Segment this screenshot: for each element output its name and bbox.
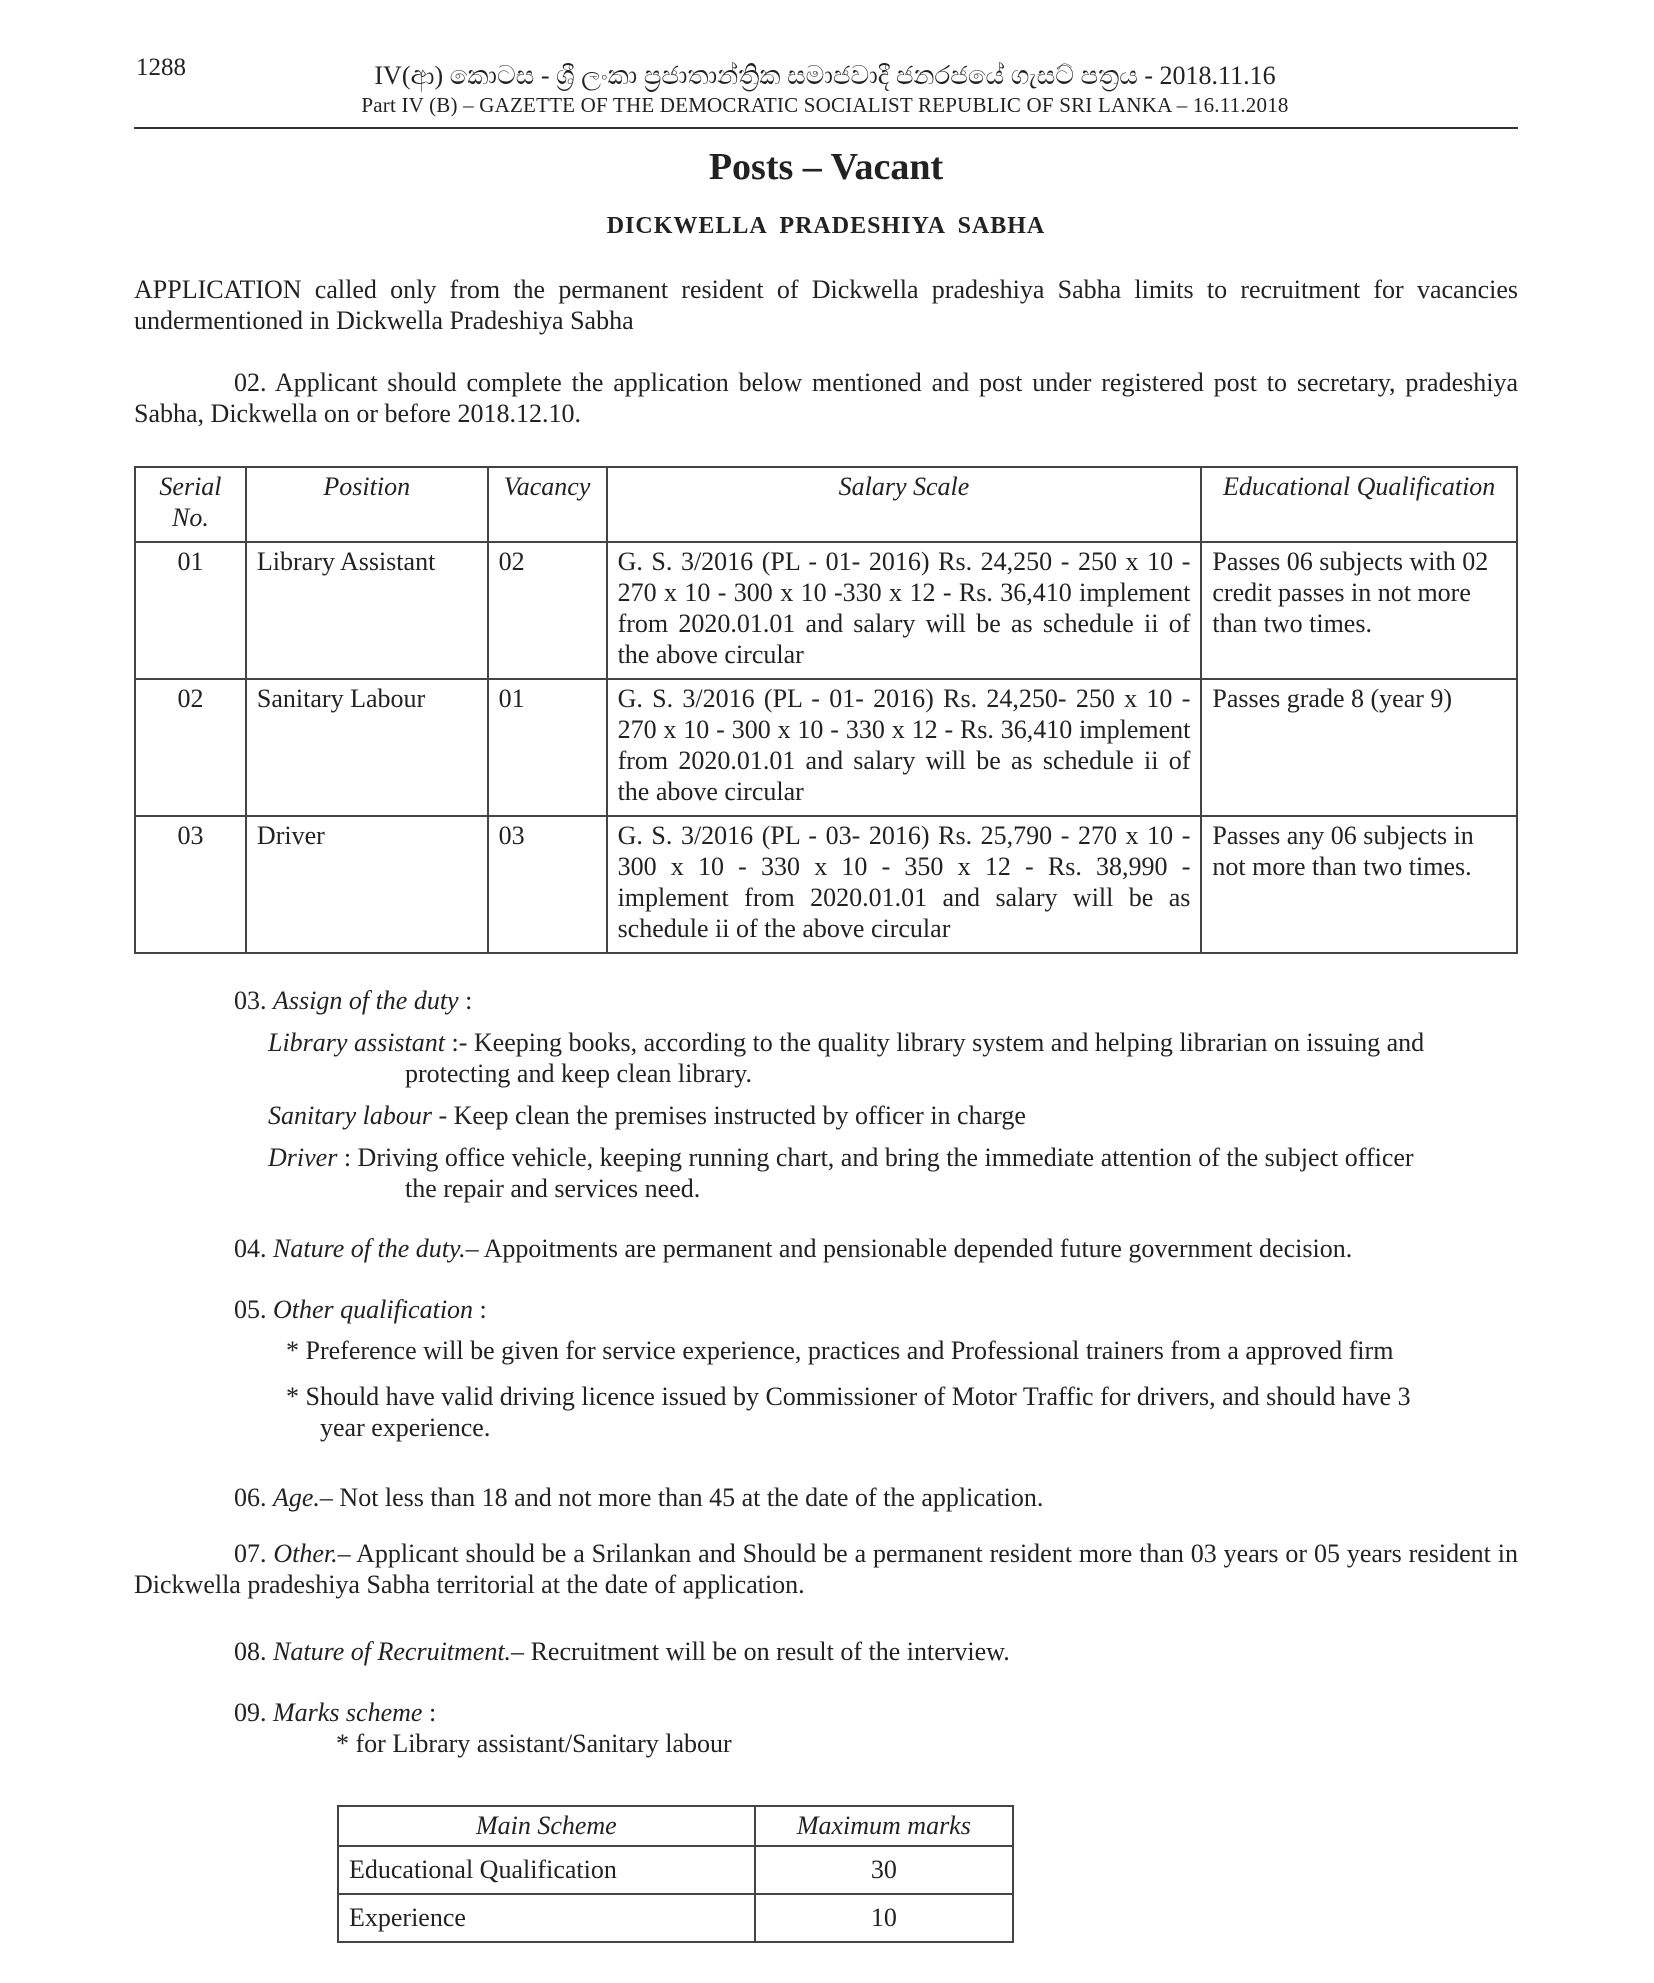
section-03-colon: : bbox=[458, 986, 473, 1015]
duty-sanitary-label: Sanitary labour bbox=[268, 1101, 432, 1130]
qualification-bullet-2-text: * Should have valid driving licence issued by Commissioner of Motor Traffic for drivers, and should have 3 bbox=[286, 1382, 1411, 1411]
marks-table bbox=[337, 1805, 1014, 1943]
page-subtitle: DICKWELLA PRADESHIYA SABHA bbox=[606, 213, 1046, 239]
cell-qualification: Passes grade 8 (year 9) bbox=[1201, 679, 1517, 816]
cell-position: Library Assistant bbox=[246, 542, 488, 679]
duty-sanitary-labour bbox=[268, 1100, 1518, 1131]
section-07 bbox=[134, 1538, 1518, 1600]
cell-salary: G. S. 3/2016 (PL - 01- 2016) Rs. 24,250 - 250 x 10 - 270 x 10 - 300 x 10 -330 x 12 - Rs. 36,410 implement from 2020.01.01 and salary will be as schedule ii of the above circular bbox=[607, 542, 1202, 679]
qualification-bullet-2 bbox=[286, 1381, 1518, 1443]
header-qualification: Educational Qualification bbox=[1201, 467, 1517, 542]
cell-vacancy: 03 bbox=[488, 816, 607, 953]
cell-vacancy: 02 bbox=[488, 542, 607, 679]
section-09-number: 09. bbox=[234, 1698, 267, 1727]
table-row bbox=[135, 542, 1517, 679]
duty-library-label: Library assistant bbox=[268, 1028, 445, 1057]
section-06-title: Age.– bbox=[273, 1483, 333, 1512]
paragraph-02: 02. Applicant should complete the application below mentioned and post under registered post to secretary, pradeshiya Sabha, Dickwella on or before 2018.12.10. bbox=[134, 368, 1518, 428]
section-04-title: Nature of the duty.– bbox=[273, 1234, 479, 1263]
cell-serial: 01 bbox=[135, 542, 246, 679]
cell-vacancy: 01 bbox=[488, 679, 607, 816]
header-divider bbox=[134, 127, 1518, 129]
section-04-text: Appoitments are permanent and pensionable depended future government decision. bbox=[478, 1234, 1353, 1263]
section-08-number: 08. bbox=[234, 1637, 267, 1666]
table-row bbox=[135, 816, 1517, 953]
qualification-bullet-2-continuation: year experience. bbox=[320, 1413, 491, 1442]
cell-salary: G. S. 3/2016 (PL - 03- 2016) Rs. 25,790 - 270 x 10 - 300 x 10 - 330 x 10 - 350 x 12 - Rs. 38,990 - implement from 2020.01.01 and salary will be as schedule ii of the above circular bbox=[607, 816, 1202, 953]
intro-paragraph: APPLICATION called only from the permanent resident of Dickwella pradeshiya Sabha limits to recruitment for vacancies undermentioned in Dickwella Pradeshiya Sabha bbox=[134, 275, 1518, 335]
section-04-number: 04. bbox=[234, 1234, 267, 1263]
duty-library-assistant bbox=[268, 1027, 1518, 1089]
header-vacancy: Vacancy bbox=[488, 467, 607, 542]
section-07-title: Other.– bbox=[273, 1539, 351, 1568]
section-08 bbox=[234, 1636, 1010, 1667]
section-09-title: Marks scheme bbox=[273, 1698, 423, 1727]
cell-serial: 02 bbox=[135, 679, 246, 816]
header-english-line: Part IV (B) – GAZETTE OF THE DEMOCRATIC SOCIALIST REPUBLIC OF SRI LANKA – 16.11.2018 bbox=[361, 93, 1289, 117]
marks-scheme-subheading: * for Library assistant/Sanitary labour bbox=[336, 1729, 732, 1758]
cell-position: Driver bbox=[246, 816, 488, 953]
duty-driver-label: Driver bbox=[268, 1143, 338, 1172]
header-main-scheme: Main Scheme bbox=[338, 1806, 755, 1846]
qualification-bullet-1: * Preference will be given for service experience, practices and Professional trainers from a approved firm bbox=[286, 1336, 1394, 1365]
section-07-number: 07. bbox=[234, 1539, 267, 1568]
cell-scheme: Experience bbox=[338, 1894, 755, 1942]
section-03-title: Assign of the duty bbox=[273, 986, 459, 1015]
duty-driver bbox=[268, 1142, 1518, 1204]
section-03-heading bbox=[234, 985, 472, 1016]
cell-max-marks: 10 bbox=[755, 1894, 1013, 1942]
cell-scheme: Educational Qualification bbox=[338, 1846, 755, 1894]
section-05-colon: : bbox=[473, 1295, 487, 1324]
section-06-number: 06. bbox=[234, 1483, 267, 1512]
header-position: Position bbox=[246, 467, 488, 542]
cell-salary: G. S. 3/2016 (PL - 01- 2016) Rs. 24,250- 250 x 10 - 270 x 10 - 300 x 10 - 330 x 12 - Rs. 36,410 implement from 2020.01.01 and salary will be as schedule ii of the above circular bbox=[607, 679, 1202, 816]
table-row bbox=[135, 679, 1517, 816]
header-salary: Salary Scale bbox=[607, 467, 1202, 542]
gazette-header bbox=[300, 60, 1350, 118]
marks-table-header bbox=[338, 1806, 1013, 1846]
cell-serial: 03 bbox=[135, 816, 246, 953]
duty-driver-continuation: the repair and services need. bbox=[405, 1174, 701, 1203]
header-sinhala-line: IV(ආ) කොටස - ශ්‍රී ලංකා ප්‍රජාතාන්ත්‍රික සමාජවාදී ජනරජයේ ගැසට් පත්‍රය - 2018.11.16 bbox=[374, 61, 1276, 90]
cell-qualification: Passes any 06 subjects in not more than two times. bbox=[1201, 816, 1517, 953]
cell-position: Sanitary Labour bbox=[246, 679, 488, 816]
section-07-text: Applicant should be a Srilankan and Should be a permanent resident more than 03 years or 05 years resident in Dickwella pradeshiya Sabha territorial at the date of application. bbox=[134, 1539, 1519, 1599]
section-08-text: Recruitment will be on result of the interview. bbox=[524, 1637, 1010, 1666]
table-row bbox=[338, 1894, 1013, 1942]
section-05-heading bbox=[234, 1294, 487, 1325]
header-maximum-marks: Maximum marks bbox=[755, 1806, 1013, 1846]
duty-library-text: :- Keeping books, according to the quality library system and helping librarian on issuing and bbox=[445, 1028, 1425, 1057]
table-row bbox=[338, 1846, 1013, 1894]
section-06-text: Not less than 18 and not more than 45 at the date of the application. bbox=[332, 1483, 1044, 1512]
duty-library-continuation: protecting and keep clean library. bbox=[405, 1059, 752, 1088]
duty-driver-text: : Driving office vehicle, keeping running chart, and bring the immediate attention of the subject officer bbox=[337, 1143, 1414, 1172]
section-08-title: Nature of Recruitment.– bbox=[273, 1637, 525, 1666]
section-05-number: 05. bbox=[234, 1295, 267, 1324]
section-06 bbox=[234, 1482, 1043, 1513]
header-serial: Serial No. bbox=[135, 467, 246, 542]
section-09-heading bbox=[234, 1697, 436, 1728]
duty-sanitary-text: - Keep clean the premises instructed by officer in charge bbox=[431, 1101, 1026, 1130]
section-05-title: Other qualification bbox=[273, 1295, 474, 1324]
section-03-number: 03. bbox=[234, 986, 267, 1015]
vacancy-table bbox=[134, 466, 1518, 954]
section-09-colon: : bbox=[422, 1698, 437, 1727]
section-04 bbox=[234, 1233, 1352, 1264]
cell-max-marks: 30 bbox=[755, 1846, 1013, 1894]
cell-qualification: Passes 06 subjects with 02 credit passes in not more than two times. bbox=[1201, 542, 1517, 679]
page-number: 1288 bbox=[136, 54, 186, 81]
vacancy-table-header bbox=[135, 467, 1517, 542]
page-title: Posts – Vacant bbox=[708, 146, 944, 188]
